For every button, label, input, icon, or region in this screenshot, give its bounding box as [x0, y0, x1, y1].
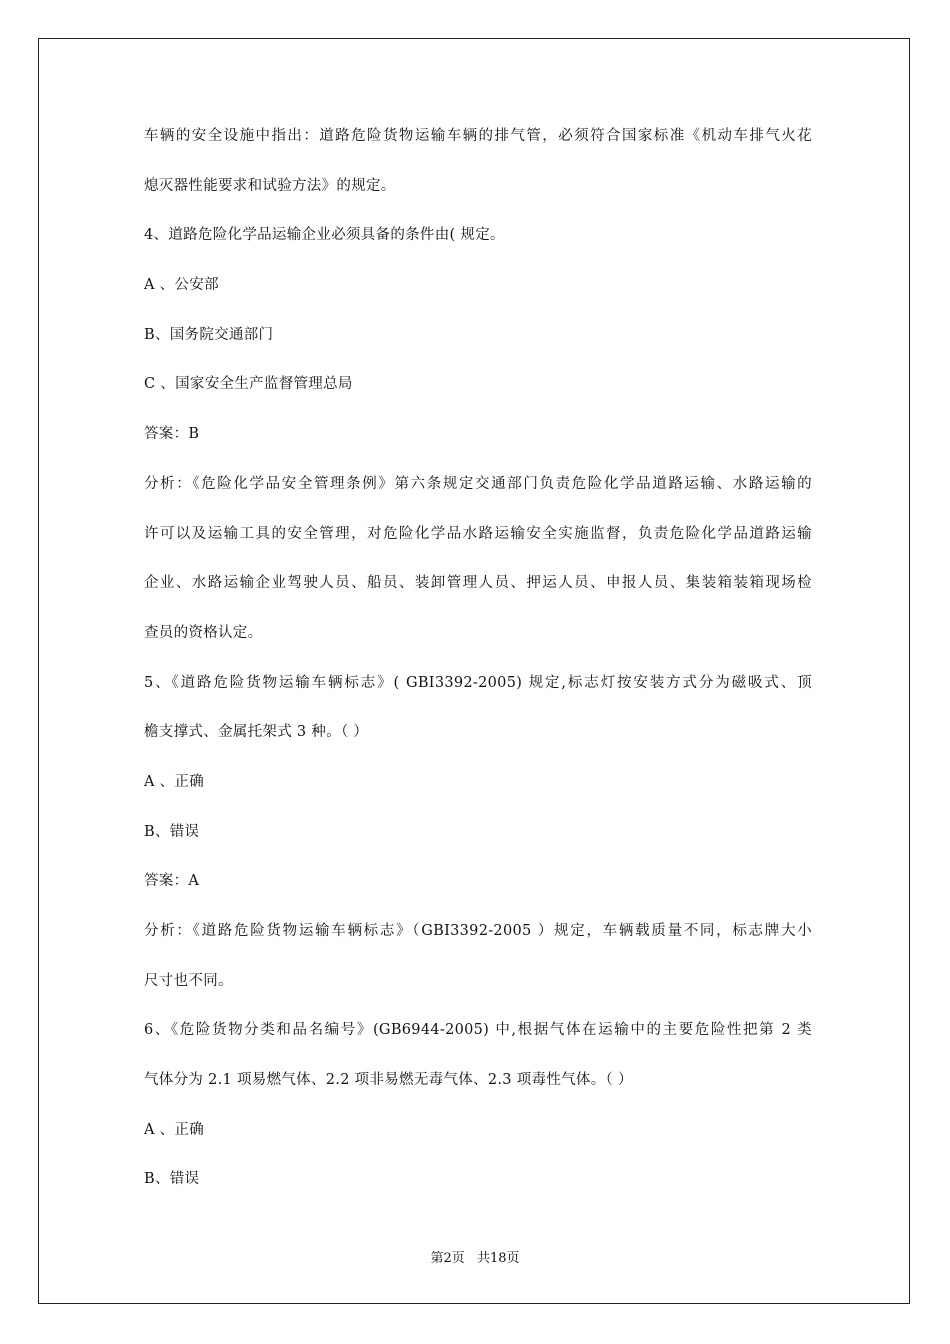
- analysis-line: 企业、水路运输企业驾驶人员、船员、装卸管理人员、押运人员、申报人员、集装箱装箱现场检: [144, 575, 812, 592]
- option-b: B、错误: [144, 823, 200, 840]
- analysis-line: 尺寸也不同。: [144, 972, 233, 989]
- option-a: A 、公安部: [144, 277, 219, 294]
- option-c: C 、国家安全生产监督管理总局: [144, 376, 353, 393]
- question-5: 5、《道路危险货物运输车辆标志》( GBI3392-2005) 规定,标志灯按安装方式分为磁吸式、顶: [144, 674, 812, 691]
- question-4: 4、道路危险化学品运输企业必须具备的条件由( 规定。: [144, 227, 505, 244]
- paragraph-line: 车辆的安全设施中指出：道路危险货物运输车辆的排气管，必须符合国家标准《机动车排气火花: [144, 128, 812, 144]
- page-total: 共18页: [476, 1251, 520, 1266]
- answer: 答案：A: [144, 873, 200, 890]
- paragraph-line: 熄灭器性能要求和试验方法》的规定。: [144, 177, 396, 194]
- question-6-cont: 气体分为 2.1 项易燃气体、2.2 项非易燃无毒气体、2.3 项毒性气体。（ ）: [144, 1072, 633, 1089]
- analysis-line: 分析：《道路危险货物运输车辆标志》（GBI3392-2005 ）规定，车辆载质量不同，标志牌大小: [144, 923, 812, 939]
- option-b: B、国务院交通部门: [144, 326, 274, 343]
- option-b: B、错误: [144, 1171, 200, 1188]
- page-number: 第2页: [430, 1251, 465, 1266]
- analysis-line: 许可以及运输工具的安全管理，对危险化学品水路运输安全实施监督，负责危险化学品道路运输: [144, 525, 812, 542]
- page-footer: [0, 1247, 950, 1266]
- answer: 答案：B: [144, 426, 200, 443]
- option-a: A 、正确: [144, 1121, 205, 1138]
- option-a: A 、正确: [144, 773, 205, 790]
- analysis-line: 分析：《危险化学品安全管理条例》第六条规定交通部门负责危险化学品道路运输、水路运输的: [144, 475, 812, 492]
- question-6: 6、《危险货物分类和品名编号》(GB6944-2005) 中,根据气体在运输中的主要危险性把第 2 类: [144, 1022, 812, 1039]
- analysis-line: 查员的资格认定。: [144, 624, 263, 641]
- document-body: [144, 112, 812, 1205]
- question-5-cont: 檐支撑式、金属托架式 3 种。（ ）: [144, 724, 369, 741]
